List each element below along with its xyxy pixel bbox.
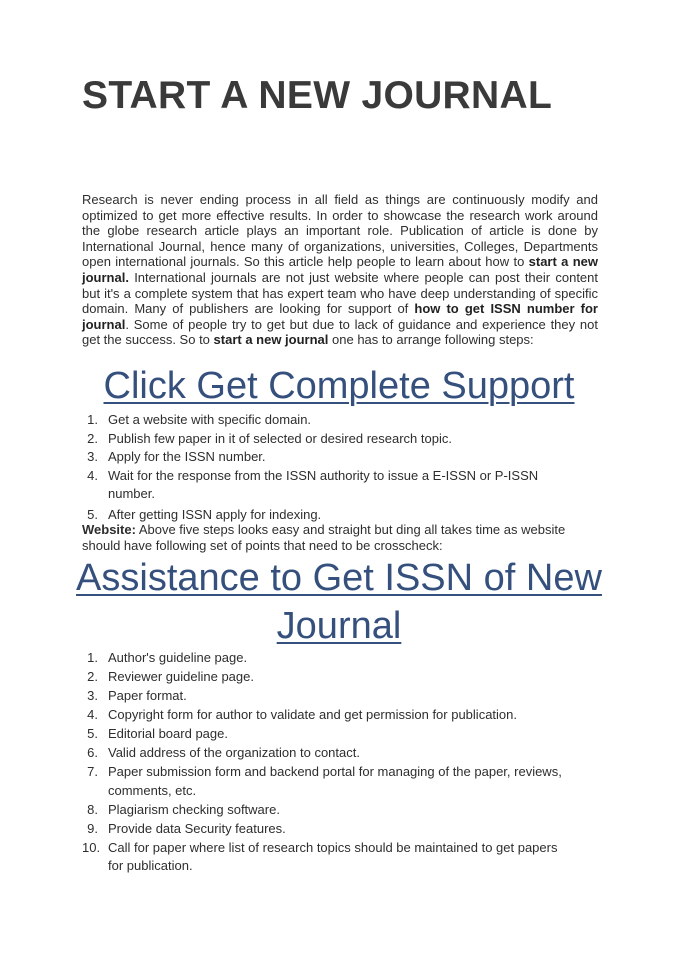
page-title: START A NEW JOURNAL [82, 74, 553, 117]
list-item-number: 6. [87, 745, 98, 760]
list-item-number: 9. [87, 820, 98, 836]
list-item-text: Wait for the response from the ISSN authority to issue a E-ISSN or P-ISSN number. [108, 467, 539, 501]
intro-text-1: Research is never ending process in all field as things are continuously modify and optimized to get more effective results. In order to showcase the research work around the globe research article plays an important role. Publication of article is done by International Journal, hence many of organizations, universities, Colleges, Departments open international journals. So this article help people to learn about how to [82, 192, 598, 270]
list-item [82, 430, 568, 449]
list-item-number: 8. [87, 801, 98, 817]
list-item-number: 2. [87, 430, 98, 446]
list-item-text: Paper submission form and backend portal for managing of the paper, reviews, comments, etc. [108, 764, 562, 798]
list-item-number: 4. [87, 467, 98, 483]
list-item-text: Get a website with specific domain. [108, 412, 312, 427]
list-item [82, 706, 568, 725]
list-item-text: Reviewer guideline page. [108, 669, 254, 684]
steps-list [82, 411, 568, 524]
website-paragraph [82, 522, 598, 554]
list-item [82, 820, 568, 839]
list-item-number: 7. [87, 764, 98, 779]
intro-paragraph [82, 192, 598, 348]
intro-text-2: International journals are not just website where people can post their content but it's a complete system that has expert team who have deep understanding of specific domain. Many of publishers are looking for support of [82, 269, 598, 317]
list-item [82, 801, 568, 820]
list-item [82, 649, 568, 668]
list-item-number: 1. [87, 650, 98, 665]
list-item-number: 5. [87, 726, 98, 741]
checklist [82, 649, 568, 876]
list-item [82, 839, 568, 876]
list-item [82, 744, 568, 763]
list-item-text: Publish few paper in it of selected or desired research topic. [108, 430, 452, 446]
list-item-number: 10. [82, 839, 101, 855]
issn-link-container [60, 554, 618, 650]
list-item-text: Copyright form for author to validate and get permission for publication. [108, 707, 517, 722]
intro-bold-2: how to get ISSN number for journal [82, 301, 598, 332]
list-item-text: Editorial board page. [108, 726, 228, 741]
issn-assistance-link[interactable]: Assistance to Get ISSN of New Journal [76, 557, 602, 647]
list-item [82, 763, 568, 800]
list-item-text: After getting ISSN apply for indexing. [108, 506, 322, 522]
complete-support-link[interactable]: Click Get Complete Support [103, 365, 575, 407]
list-item-text: Paper format. [108, 688, 187, 703]
list-item [82, 448, 568, 467]
list-item [82, 687, 568, 706]
list-item-number: 4. [87, 707, 98, 722]
list-item-number: 2. [87, 669, 98, 684]
list-item-text: Plagiarism checking software. [108, 801, 280, 817]
list-item-text: Valid address of the organization to contact. [108, 745, 360, 760]
list-item-number: 3. [87, 688, 98, 703]
list-item-text: Call for paper where list of research topics should be maintained to get papers for publication. [108, 839, 558, 873]
support-link-container [0, 362, 678, 410]
website-label: Website: [82, 522, 136, 537]
website-text: Above five steps looks easy and straight but ding all takes time as website should have following set of points that need to be crosscheck: [82, 522, 566, 553]
intro-bold-3: start a new journal [213, 332, 329, 348]
list-item [82, 467, 568, 504]
list-item-text: Apply for the ISSN number. [108, 449, 266, 464]
list-item [82, 411, 568, 430]
list-item-text: Provide data Security features. [108, 820, 286, 836]
list-item-number: 5. [87, 506, 98, 522]
list-item [82, 725, 568, 744]
list-item-text: Author's guideline page. [108, 650, 248, 665]
intro-bold-1: start a new journal. [82, 254, 599, 285]
intro-text-4: one has to arrange following steps: [328, 332, 534, 348]
list-item [82, 668, 568, 687]
list-item-number: 1. [87, 412, 98, 427]
intro-text-3: . Some of people try to get but due to lack of guidance and experience they not get the success. So to [82, 316, 598, 348]
list-item-number: 3. [87, 449, 98, 464]
